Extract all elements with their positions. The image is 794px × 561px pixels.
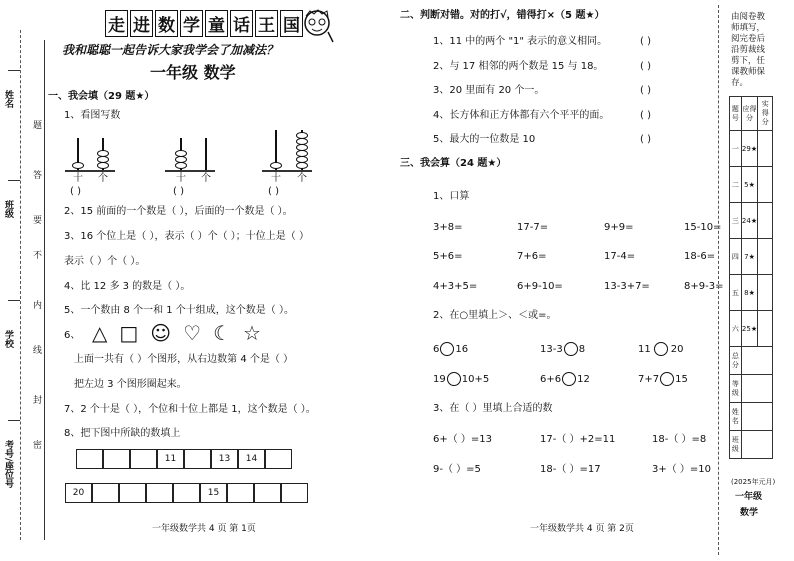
section-heading: 三、我会算（24 题★）	[400, 158, 507, 169]
question-2: 2、在○里填上＞、＜或=。	[433, 310, 557, 321]
warn-char: 线	[31, 345, 41, 354]
answer-paren[interactable]: ( )	[640, 36, 651, 47]
grid-cell: 14	[238, 449, 265, 469]
smiley-icon: ☺	[150, 321, 172, 345]
page-footer: 一年级数学共 4 页 第 1页	[152, 524, 256, 534]
question-6-line-1: 上面一共有（ ）个图形，从右边数第 4 个是（ ）	[74, 354, 294, 365]
grade-title: 一年级 数学	[150, 63, 236, 82]
score-cell[interactable]	[758, 131, 773, 167]
grid-cell[interactable]	[227, 483, 254, 503]
sidebar-instructions: 由阅卷教师填写，阅完卷后沿剪裁线剪下，任课教师保存。	[731, 12, 766, 88]
question-6: 6、	[64, 330, 81, 341]
judge-item: 2、与 17 相邻的两个数是 15 与 18。	[433, 61, 604, 72]
compare-item: 11 20	[638, 344, 684, 355]
cartoon-boy-icon	[300, 8, 334, 44]
grid-cell[interactable]	[265, 449, 292, 469]
answer-paren[interactable]: ( )	[640, 85, 651, 96]
warn-char: 题	[31, 120, 41, 129]
grid-cell[interactable]	[92, 483, 119, 503]
grid-cell[interactable]	[103, 449, 130, 469]
warn-char: 封	[31, 395, 41, 404]
calc-item[interactable]: 17-7=	[517, 222, 549, 233]
calc-item[interactable]: 8+9-3=	[684, 281, 724, 292]
question-3: 3、在（ ）里填上合适的数	[433, 403, 553, 414]
score-cell[interactable]	[758, 275, 773, 311]
compare-item: 19 10+5	[433, 374, 490, 385]
fill-item[interactable]: 17-（ ）+2=11	[540, 434, 616, 445]
warn-char: 不	[31, 250, 41, 259]
warn-char: 要	[31, 215, 41, 224]
title-char: 童	[205, 10, 228, 37]
compare-circle[interactable]	[660, 372, 674, 386]
score-cell[interactable]	[758, 239, 773, 275]
school-label: 学校	[3, 330, 13, 348]
calc-item[interactable]: 13-3+7=	[604, 281, 650, 292]
compare-circle[interactable]	[564, 342, 578, 356]
page-subtitle: 我和聪聪一起告诉大家我学会了加减法？	[62, 43, 279, 57]
section-heading: 一、我会填（29 题★）	[48, 91, 155, 102]
compare-item: 6 16	[433, 344, 469, 355]
calc-item[interactable]: 18-6=	[684, 251, 716, 262]
calc-item[interactable]: 3+8=	[433, 222, 463, 233]
question-3: 3、16 个位上是（ ），表示（ ）个（ ）；十位上是（ ）	[64, 231, 309, 242]
compare-item: 7+7 15	[638, 374, 688, 385]
sidebar-grade: 一年级	[735, 492, 763, 502]
judge-item: 5、最大的一位数是 10	[433, 134, 536, 145]
title-char: 走	[105, 10, 128, 37]
grid-cell[interactable]	[281, 483, 308, 503]
total-cell[interactable]	[741, 347, 772, 375]
question-2: 2、15 前面的一个数是（ ），后面的一个数是（ ）。	[64, 206, 293, 217]
cut-line	[718, 5, 719, 555]
cut-line	[20, 30, 21, 540]
warn-char: 内	[31, 300, 41, 309]
title-char: 数	[155, 10, 178, 37]
compare-item: 13-3 8	[540, 344, 586, 355]
judge-item: 1、11 中的两个 "1" 表示的意义相同。	[433, 36, 608, 47]
compare-item: 6+6 12	[540, 374, 590, 385]
calc-item[interactable]: 17-4=	[604, 251, 636, 262]
grid-cell[interactable]	[76, 449, 103, 469]
triangle-icon: △	[92, 321, 108, 345]
score-table: 题号 应得分 实得分 一 29★ 二 5★ 三 24★ 四 7★ 五 8★ 六 25★ 总分 等级 姓名 班级	[729, 96, 773, 459]
star-icon: ☆	[243, 321, 261, 345]
page-title	[105, 10, 303, 37]
title-char: 进	[130, 10, 153, 37]
question-4: 4、比 12 多 3 的数是（ ）。	[64, 281, 191, 292]
warn-char: 密	[31, 440, 41, 449]
score-cell[interactable]	[758, 311, 773, 347]
fill-item[interactable]: 18-（ ）=8	[652, 434, 707, 445]
calc-item[interactable]: 5+6=	[433, 251, 463, 262]
fill-item[interactable]: 9-（ ）=5	[433, 464, 481, 475]
class-label: 班级	[3, 200, 13, 218]
name-cell[interactable]	[741, 403, 772, 431]
compare-circle[interactable]	[562, 372, 576, 386]
shape-row	[92, 321, 261, 345]
calc-item[interactable]: 7+6=	[517, 251, 547, 262]
title-char: 话	[230, 10, 253, 37]
grid-cell[interactable]	[130, 449, 157, 469]
question-7: 7、2 个十是（ ），个位和十位上都是 1，这个数是（ ）。	[64, 404, 316, 415]
question-5: 5、一个数由 8 个一和 1 个十组成，这个数是（ ）。	[64, 305, 294, 316]
score-cell[interactable]	[758, 203, 773, 239]
heart-icon: ♡	[183, 321, 202, 345]
judge-item: 4、长方体和正方体都有六个平平的面。	[433, 110, 610, 121]
page-footer: 一年级数学共 4 页 第 2页	[530, 524, 634, 534]
exam-date: (2025年元月)	[731, 478, 776, 486]
seat-label: 考号/座位号	[3, 440, 13, 489]
name-label: 姓名	[3, 90, 13, 108]
sidebar-subject: 数学	[740, 508, 759, 518]
grid-cell: 13	[211, 449, 238, 469]
grid-cell[interactable]	[173, 483, 200, 503]
fill-item[interactable]: 18-（ ）=17	[540, 464, 601, 475]
class-cell[interactable]	[741, 431, 772, 459]
col-header: 题号	[730, 97, 742, 131]
binding-line	[44, 40, 45, 540]
grid-cell[interactable]	[119, 483, 146, 503]
grid-cell: 11	[157, 449, 184, 469]
grid-cell: 15	[200, 483, 227, 503]
question-1: 1、口算	[433, 191, 470, 202]
title-char: 王	[255, 10, 278, 37]
compare-circle[interactable]	[440, 342, 454, 356]
fill-item[interactable]: 6+（ ）=13	[433, 434, 493, 445]
judge-item: 3、20 里面有 20 个一。	[433, 85, 545, 96]
question-6-line-2: 把左边 3 个图形圈起来。	[74, 379, 187, 390]
answer-paren[interactable]: ( )	[640, 61, 651, 72]
question-1: 1、看图写数	[64, 110, 121, 121]
compare-circle[interactable]	[654, 342, 668, 356]
compare-circle[interactable]	[447, 372, 461, 386]
grid-cell: 20	[65, 483, 92, 503]
title-char: 学	[180, 10, 203, 37]
calc-item[interactable]: 6+9-10=	[517, 281, 563, 292]
question-8: 8、把下图中所缺的数填上	[64, 428, 181, 439]
grid-cell[interactable]	[184, 449, 211, 469]
grid-cell[interactable]	[146, 483, 173, 503]
question-3-cont: 表示（ ）个（ ）。	[64, 256, 146, 267]
col-header: 实得分	[758, 97, 773, 131]
score-cell[interactable]	[758, 167, 773, 203]
fill-item[interactable]: 3+（ ）=10	[652, 464, 712, 475]
grade-cell[interactable]	[741, 375, 772, 403]
section-heading: 二、判断对错。对的打√，错得打×（5 题★）	[400, 10, 605, 21]
calc-item[interactable]: 15-10=	[684, 222, 722, 233]
answer-paren[interactable]: ( )	[640, 110, 651, 121]
answer-paren[interactable]: ( )	[640, 134, 651, 145]
grid-cell[interactable]	[254, 483, 281, 503]
col-header: 应得分	[741, 97, 758, 131]
square-icon: □	[119, 321, 139, 345]
moon-icon: ☾	[213, 321, 232, 345]
calc-item[interactable]: 4+3+5=	[433, 281, 478, 292]
title-char: 国	[280, 10, 303, 37]
warn-char: 答	[31, 170, 41, 179]
calc-item[interactable]: 9+9=	[604, 222, 634, 233]
